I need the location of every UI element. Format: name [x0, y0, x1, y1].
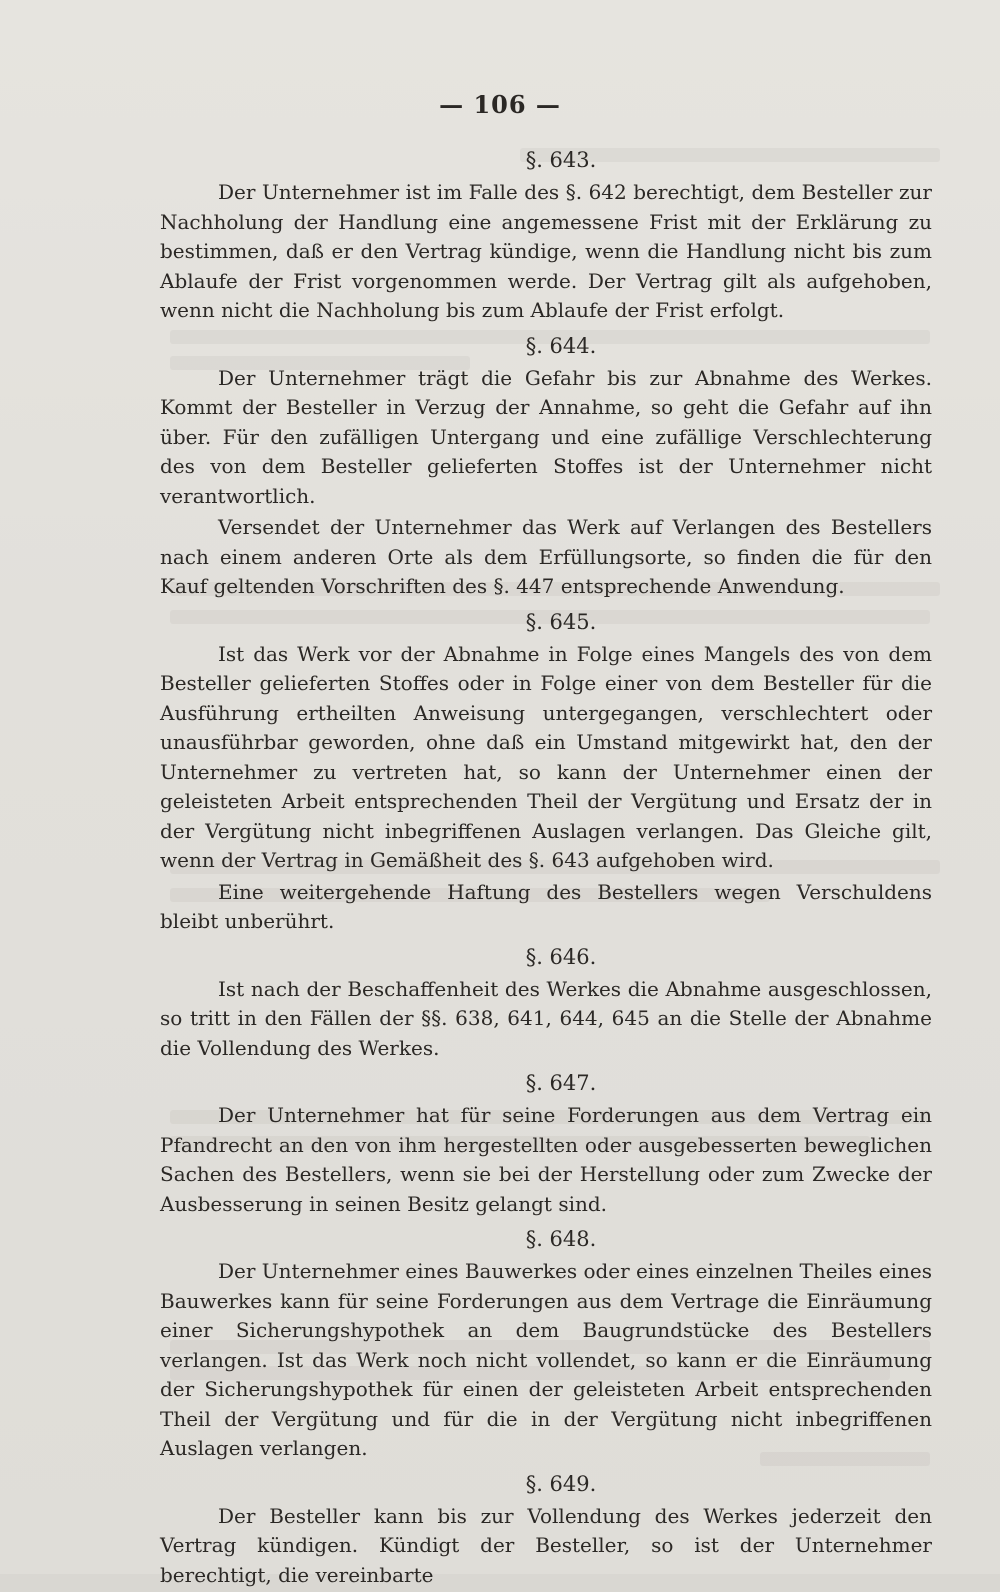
section-heading: §. 649.	[525, 1471, 597, 1496]
section-heading: §. 647.	[525, 1071, 597, 1095]
paragraph: Der Unternehmer eines Bauwerkes oder eines einzelnen Theiles eines Bauwerkes kann für seine Forderungen aus dem Vertrage die Einräumung einer Sicherungshypothek an dem Baugrundstücke des Bestellers verlangen. Ist das Werk noch nicht vollendet, so kann er die Einräumung der Sicherungshypothek für einen der geleisteten Arbeit entsprechenden Theil der Vergütung und für die in der Vergütung nicht inbegriffenen Auslagen verlangen.	[160, 1259, 932, 1460]
paragraph: Der Besteller kann bis zur Vollendung des Werkes jederzeit den Vertrag kündigen. Kündigt der Besteller, so ist der Unternehmer berechtigt, die vereinbarte	[160, 1503, 932, 1587]
paragraph: Eine weitergehende Haftung des Bestellers wegen Verschuldens bleibt unberührt.	[160, 879, 932, 933]
page-body	[160, 140, 932, 1592]
section-heading: §. 644.	[525, 333, 597, 358]
section-645	[160, 608, 932, 937]
section-heading: §. 648.	[525, 1227, 597, 1251]
section-646	[160, 943, 932, 1064]
paragraph: Der Unternehmer ist im Falle des §. 642 berechtigt, dem Besteller zur Nachholung der Handlung eine angemessene Frist mit der Erklärung zu bestimmen, daß er den Vertrag kündige, wenn die Handlung nicht bis zum Ablaufe der Frist vorgenommen werde. Der Vertrag gilt als aufgehoben, wenn nicht die Nachholung bis zum Ablaufe der Frist erfolgt.	[160, 180, 932, 322]
section-heading: §. 646.	[525, 944, 597, 969]
page-number: — 106 —	[439, 90, 561, 119]
paragraph: Ist nach der Beschaffenheit des Werkes die Abnahme ausgeschlossen, so tritt in den Fällen der §§. 638, 641, 644, 645 an die Stelle der Abnahme die Vollendung des Werkes.	[160, 976, 932, 1060]
section-644	[160, 332, 932, 602]
paragraph: Der Unternehmer hat für seine Forderungen aus dem Vertrag ein Pfandrecht an den von ihm hergestellten oder ausgebesserten beweglichen Sachen des Bestellers, wenn sie bei der Herstellung oder zum Zwecke der Ausbesserung in seinen Besitz gelangt sind.	[160, 1103, 932, 1216]
section-heading: §. 645.	[525, 609, 597, 634]
section-643	[160, 146, 932, 326]
section-heading: §. 643.	[525, 148, 597, 172]
section-649	[160, 1470, 932, 1591]
section-647	[160, 1069, 932, 1219]
paragraph: Ist das Werk vor der Abnahme in Folge eines Mangels des von dem Besteller gelieferten Stoffes oder in Folge einer von dem Besteller für die Ausführung ertheilten Anweisung untergegangen, verschlechtert oder unausführbar geworden, ohne daß ein Umstand mitgewirkt hat, den der Unternehmer zu vertreten hat, so kann der Unternehmer einen der geleisteten Arbeit entsprechenden Theil der Vergütung und Ersatz der in der Vergütung nicht inbegriffenen Auslagen verlangen. Das Gleiche gilt, wenn der Vertrag in Gemäßheit des §. 643 aufgehoben wird.	[160, 641, 932, 872]
section-648	[160, 1225, 932, 1464]
paragraph: Der Unternehmer trägt die Gefahr bis zur Abnahme des Werkes. Kommt der Besteller in Verzug der Annahme, so geht die Gefahr auf ihn über. Für den zufälligen Untergang und eine zufällige Verschlechterung des von dem Besteller gelieferten Stoffes ist der Unternehmer nicht verantwortlich.	[160, 365, 932, 508]
paragraph: Versendet der Unternehmer das Werk auf Verlangen des Bestellers nach einem anderen Orte als dem Erfüllungsorte, so finden die für den Kauf geltenden Vorschriften des §. 447 entsprechende Anwendung.	[160, 515, 932, 598]
